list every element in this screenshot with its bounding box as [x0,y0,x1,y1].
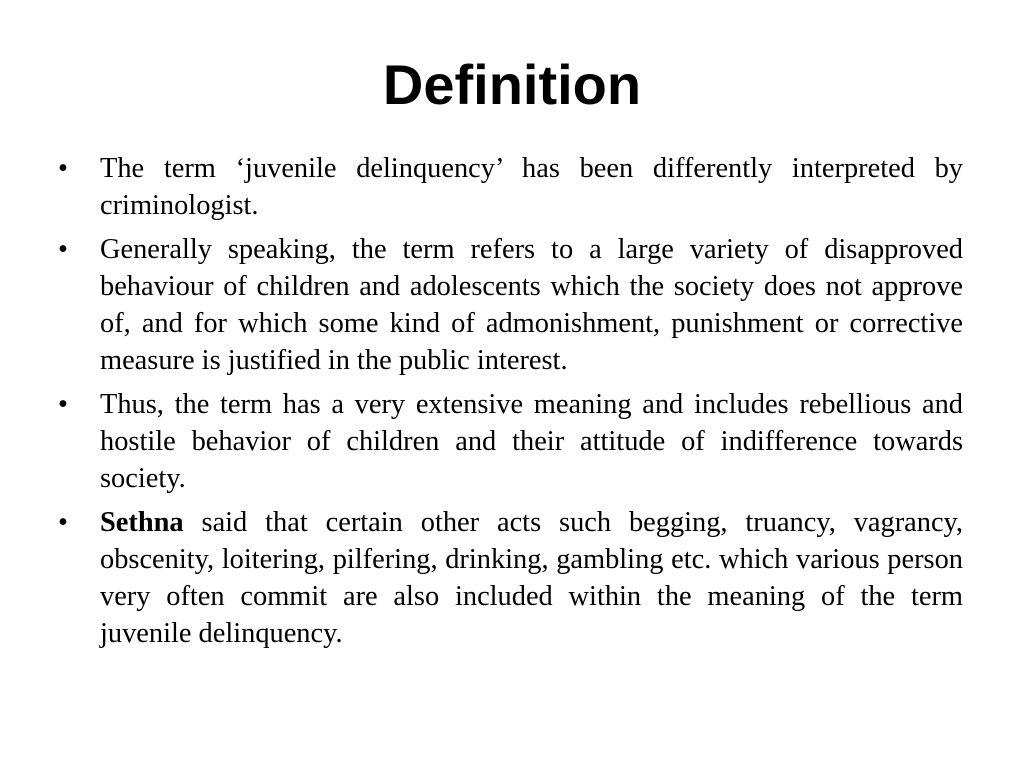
slide-title: Definition [382,53,642,116]
bullet-list [58,150,963,659]
bullet-item-3 [58,386,963,497]
bullet-item-2 [58,231,963,379]
bullet-text: Generally speaking, the term refers to a large variety of disapproved behaviour of children and adolescents which the society does not approve of, and for which some kind of admonishment, punishment or corrective measure is justified in the public interest. [100,234,963,376]
bullet-text: said that certain other acts such begging, truancy, vagrancy, obscenity, loitering, pilfering, drinking, gambling etc. which various person very often commit are also included within the meaning of the term juvenile delinquency. [100,507,963,649]
bullet-item-4 [58,504,963,652]
bullet-icon: • [58,153,68,184]
bullet-item-1 [58,150,963,224]
bullet-text: The term ‘juvenile delinquency’ has been differently interpreted by criminologist. [100,153,963,221]
bullet-text: Thus, the term has a very extensive meaning and includes rebellious and hostile behavior of children and their attitude of indifference towards society. [100,389,963,494]
bullet-bold-lead: Sethna [100,507,184,538]
bullet-icon: • [58,389,68,420]
bullet-icon: • [58,234,68,265]
bullet-icon: • [58,507,68,538]
